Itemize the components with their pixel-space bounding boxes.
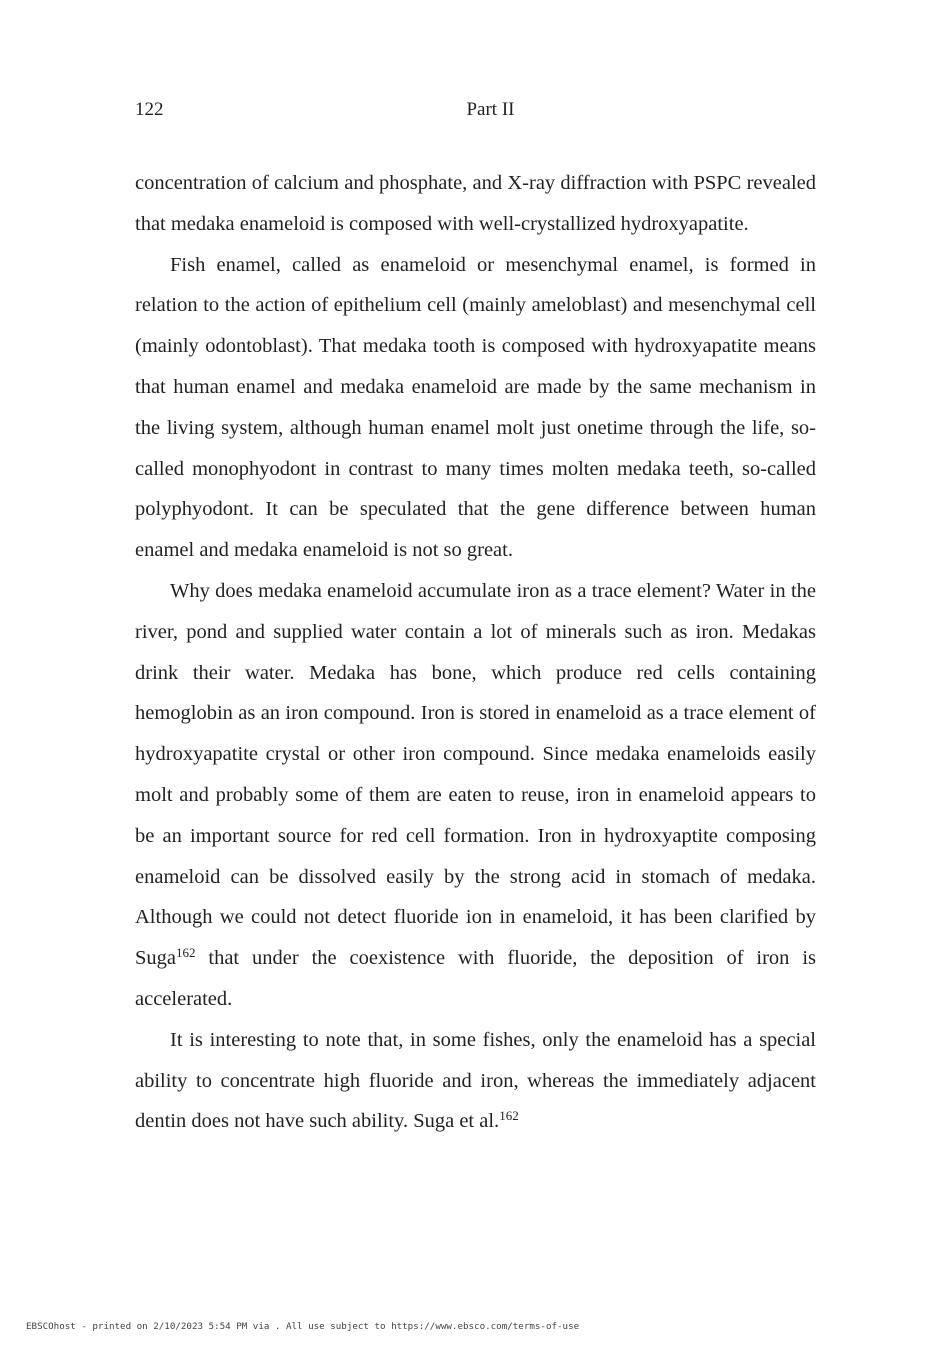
print-footer: EBSCOhost - printed on 2/10/2023 5:54 PM via . All use subject to https://www.ebsco.com/terms-of-use [26, 1321, 580, 1332]
body-text [135, 163, 816, 1142]
paragraph-1: concentration of calcium and phosphate, and X-ray diffraction with PSPC revealed that medaka enameloid is composed with well-crystallized hydroxyapatite. [135, 172, 816, 235]
paragraph-4 [135, 1020, 816, 1142]
paragraph-2: Fish enamel, called as enameloid or mesenchymal enamel, is formed in relation to the action of epithelium cell (mainly ameloblast) and mesenchymal cell (mainly odontoblast). That medaka tooth is composed with hydroxyapatite means that human enamel and medaka enameloid are made by the same mechanism in the living system, although human enamel molt just onetime through the life, so-called monophyodont in contrast to many times molten medaka teeth, so-called polyphyodont. It can be speculated that the gene difference between human enamel and medaka enameloid is not so great. [135, 253, 816, 562]
paragraph-4-text: It is interesting to note that, in some fishes, only the enameloid has a special ability to concentrate high fluoride and iron, whereas the immediately adjacent dentin does not have such ability. Suga et al. [135, 1028, 816, 1133]
page-number: 122 [135, 99, 164, 120]
paragraph-3-text-b: that under the coexistence with fluoride, the deposition of iron is accelerated. [135, 947, 816, 1010]
paragraph-3-text-a: Why does medaka enameloid accumulate iron as a trace element? Water in the river, pond and supplied water contain a lot of minerals such as iron. Medakas drink their water. Medaka has bone, which produce red cells containing hemoglobin as an iron compound. Iron is stored in enameloid as a trace element of hydroxyapatite crystal or other iron compound. Since medaka enameloids easily molt and probably some of them are eaten to reuse, iron in enameloid appears to be an important source for red cell formation. Iron in hydroxyaptite composing enameloid can be dissolved easily by the strong acid in stomach of medaka. Although we could not detect fluoride ion in enameloid, it has been clarified by Suga [135, 579, 816, 970]
citation-reference: 162 [499, 1108, 519, 1124]
citation-reference: 162 [176, 945, 196, 961]
paragraph-3 [135, 571, 816, 1020]
running-head: Part II [466, 99, 515, 120]
page-header [135, 96, 816, 124]
